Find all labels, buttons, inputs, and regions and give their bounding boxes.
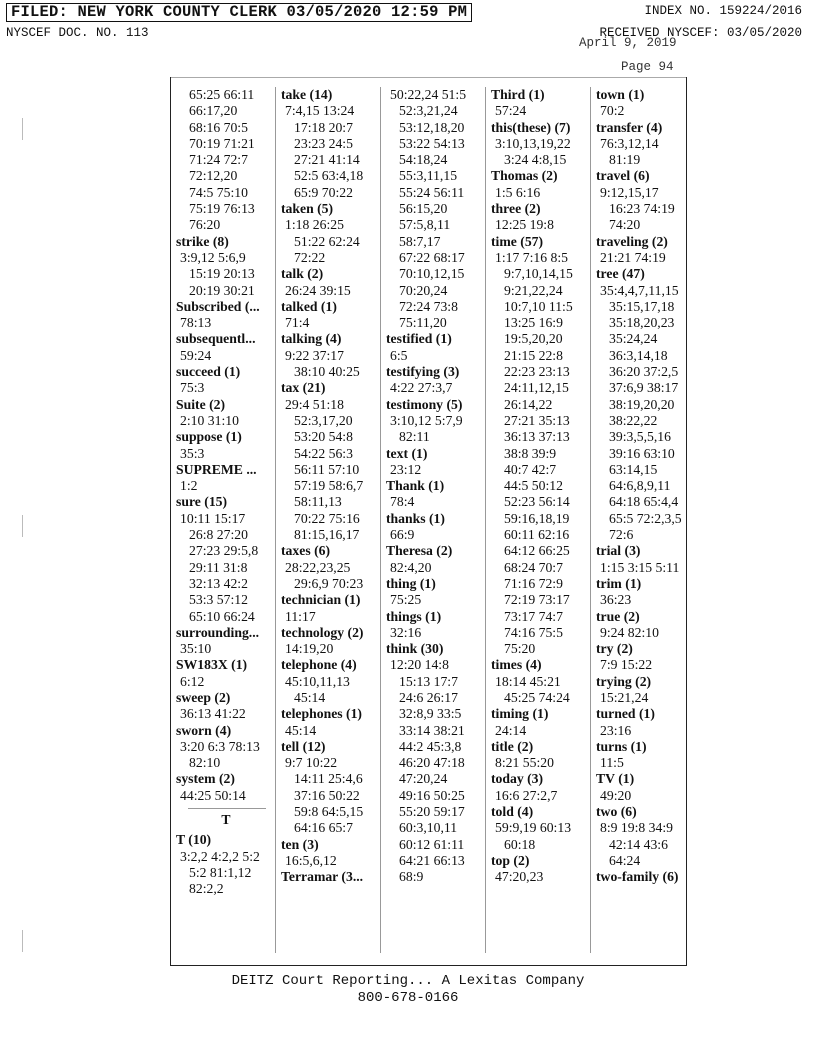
index-term: testifying (3) [386, 364, 460, 380]
page-line-reference: 29:11 31:8 [189, 559, 248, 575]
index-term: true (2) [596, 608, 640, 624]
page-line-reference: 3:2,2 4:2,2 5:2 [180, 848, 260, 864]
index-term: technician (1) [281, 592, 361, 608]
page-line-reference: 65:10 66:24 [189, 608, 255, 624]
index-term: think (30) [386, 641, 444, 657]
page-line-reference: 51:22 62:24 [294, 233, 360, 249]
page-line-reference: 52:3,21,24 [399, 103, 458, 119]
page-line-reference: 13:25 16:9 [504, 315, 563, 331]
index-term: transfer (4) [596, 119, 663, 135]
page-line-reference: 38:8 39:9 [504, 445, 557, 461]
page-line-reference: 1:17 7:16 8:5 [495, 249, 569, 265]
page-line-reference: 75:20 [504, 641, 536, 657]
index-term: times (4) [491, 657, 542, 673]
page-line-reference: 71:16 72:9 [504, 575, 563, 591]
index-term: strike (8) [176, 233, 229, 249]
page-line-reference: 3:10,13,19,22 [495, 135, 571, 151]
page-line-reference: 2:10 31:10 [180, 412, 239, 428]
index-term: today (3) [491, 771, 544, 787]
page-line-reference: 81:15,16,17 [294, 527, 360, 543]
page-line-reference: 9:22 37:17 [285, 347, 344, 363]
page-line-reference: 33:14 38:21 [399, 722, 465, 738]
page-line-reference: 53:20 54:8 [294, 429, 353, 445]
section-letter: T [176, 812, 276, 828]
index-term: Theresa (2) [386, 543, 453, 559]
index-term: told (4) [491, 804, 534, 820]
index-term: testimony (5) [386, 396, 463, 412]
index-term: surrounding... [176, 624, 260, 640]
page-line-reference: 78:4 [390, 494, 415, 510]
page-line-reference: 4:22 27:3,7 [390, 380, 453, 396]
page-line-reference: 36:13 37:13 [504, 429, 570, 445]
page-line-reference: 82:10 [189, 755, 221, 771]
page-line-reference: 46:20 47:18 [399, 755, 465, 771]
index-term: turns (1) [596, 738, 647, 754]
index-term: talked (1) [281, 298, 337, 314]
page-line-reference: 70:2 [600, 103, 625, 119]
page-line-reference: 63:14,15 [609, 461, 658, 477]
page-line-reference: 35:24,24 [609, 331, 658, 347]
page-line-reference: 60:18 [504, 836, 536, 852]
page-line-reference: 14:19,20 [285, 641, 334, 657]
page-line-reference: 68:9 [399, 869, 424, 885]
page-line-reference: 45:14 [294, 689, 326, 705]
page-line-reference: 64:21 66:13 [399, 852, 465, 868]
index-term: taxes (6) [281, 543, 331, 559]
page-line-reference: 70:19 71:21 [189, 135, 255, 151]
page-line-reference: 27:21 41:14 [294, 152, 360, 168]
page-line-reference: 15:13 17:7 [399, 673, 458, 689]
index-term: tax (21) [281, 380, 326, 396]
page-line-reference: 72:24 73:8 [399, 298, 458, 314]
page-line-reference: 82:2,2 [189, 881, 224, 897]
index-column-2 [281, 87, 381, 886]
page-line-reference: 52:23 56:14 [504, 494, 570, 510]
footer-company: DEITZ Court Reporting... A Lexitas Company [231, 973, 585, 989]
page-line-reference: 70:20,24 [399, 282, 448, 298]
page-line-reference: 70:10,12,15 [399, 266, 465, 282]
page-line-reference: 3:24 4:8,15 [504, 152, 567, 168]
index-number: INDEX NO. 159224/2016 [644, 4, 802, 18]
page-line-reference: 12:25 19:8 [495, 217, 554, 233]
page-line-reference: 66:9 [390, 527, 415, 543]
index-term: two (6) [596, 804, 637, 820]
page-line-reference: 53:3 57:12 [189, 592, 248, 608]
page-line-reference: 14:11 25:4,6 [294, 771, 363, 787]
nyscef-doc-number: NYSCEF DOC. NO. 113 [6, 26, 149, 40]
page-line-reference: 38:10 40:25 [294, 364, 360, 380]
index-term: text (1) [386, 445, 428, 461]
page-line-reference: 71:4 [285, 315, 310, 331]
page-line-reference: 53:12,18,20 [399, 119, 465, 135]
word-index-table [170, 77, 687, 966]
page-line-reference: 60:12 61:11 [399, 836, 465, 852]
page-line-reference: 32:8,9 33:5 [399, 706, 462, 722]
page-line-reference: 58:7,17 [399, 233, 441, 249]
page-line-reference: 68:16 70:5 [189, 119, 248, 135]
page-line-reference: 1:2 [180, 478, 198, 494]
index-term: Terramar (3... [281, 869, 364, 885]
page-line-reference: 75:19 76:13 [189, 201, 255, 217]
index-term: testified (1) [386, 331, 452, 347]
index-term: talking (4) [281, 331, 342, 347]
page-line-reference: 9:7 10:22 [285, 755, 338, 771]
index-term: succeed (1) [176, 364, 241, 380]
page-line-reference: 76:3,12,14 [600, 135, 659, 151]
page-line-reference: 49:16 50:25 [399, 787, 465, 803]
page-line-reference: 64:6,8,9,11 [609, 478, 671, 494]
index-term: trying (2) [596, 673, 652, 689]
page-line-reference: 53:22 54:13 [399, 135, 465, 151]
index-term: trial (3) [596, 543, 641, 559]
page-line-reference: 42:14 43:6 [609, 836, 668, 852]
page-line-reference: 36:20 37:2,5 [609, 364, 679, 380]
index-term: take (14) [281, 87, 333, 102]
index-term: this(these) (7) [491, 119, 571, 135]
page-line-reference: 35:10 [180, 641, 212, 657]
page-line-reference: 23:23 24:5 [294, 135, 353, 151]
page-line-reference: 68:24 70:7 [504, 559, 563, 575]
index-term: SUPREME ... [176, 461, 257, 477]
index-term: Third (1) [491, 87, 545, 102]
page-line-reference: 20:19 30:21 [189, 282, 255, 298]
index-term: travel (6) [596, 168, 650, 184]
index-term: sworn (4) [176, 722, 232, 738]
page-line-reference: 59:9,19 60:13 [495, 820, 572, 836]
page-line-reference: 56:15,20 [399, 201, 448, 217]
page-line-reference: 64:24 [609, 852, 641, 868]
page-line-reference: 64:18 65:4,4 [609, 494, 679, 510]
page-line-reference: 72:12,20 [189, 168, 238, 184]
page-line-reference: 16:6 27:2,7 [495, 787, 558, 803]
page-line-reference: 59:24 [180, 347, 212, 363]
index-term: SW183X (1) [176, 657, 248, 673]
page-line-reference: 65:25 66:11 [189, 87, 255, 102]
index-term: Thomas (2) [491, 168, 558, 184]
page-line-reference: 49:20 [600, 787, 632, 803]
page-line-reference: 3:10,12 5:7,9 [390, 412, 463, 428]
index-term: telephones (1) [281, 706, 362, 722]
index-term: ten (3) [281, 836, 319, 852]
deposition-date: April 9, 2019 [579, 36, 677, 50]
page-line-reference: 36:3,14,18 [609, 347, 668, 363]
page-line-reference: 47:20,23 [495, 869, 544, 885]
page-line-reference: 71:24 72:7 [189, 152, 248, 168]
index-column-1 [176, 87, 276, 898]
page-line-reference: 15:21,24 [600, 689, 649, 705]
index-term: Thank (1) [386, 478, 445, 494]
index-term: title (2) [491, 738, 534, 754]
page-line-reference: 29:4 51:18 [285, 396, 344, 412]
index-term: traveling (2) [596, 233, 668, 249]
page-line-reference: 16:23 74:19 [609, 201, 675, 217]
index-term: taken (5) [281, 201, 334, 217]
page-line-reference: 24:6 26:17 [399, 689, 458, 705]
page-line-reference: 65:9 70:22 [294, 184, 353, 200]
index-term: sweep (2) [176, 689, 231, 705]
page-line-reference: 52:5 63:4,18 [294, 168, 364, 184]
page-line-reference: 72:6 [609, 527, 634, 543]
page-line-reference: 8:9 19:8 34:9 [600, 820, 674, 836]
page-line-reference: 64:16 65:7 [294, 820, 353, 836]
page-line-reference: 9:12,15,17 [600, 184, 659, 200]
page-line-reference: 6:12 [180, 673, 205, 689]
page-line-reference: 35:4,4,7,11,15 [600, 282, 679, 298]
index-term: town (1) [596, 87, 645, 102]
page-line-reference: 1:15 3:15 5:11 [600, 559, 680, 575]
page-line-reference: 57:5,8,11 [399, 217, 451, 233]
page-line-reference: 23:16 [600, 722, 632, 738]
page-line-reference: 35:3 [180, 445, 205, 461]
page-line-reference: 82:11 [399, 429, 430, 445]
page-line-reference: 10:7,10 11:5 [504, 298, 573, 314]
page-line-reference: 50:22,24 51:5 [390, 87, 467, 102]
index-term: technology (2) [281, 624, 364, 640]
page-line-reference: 45:25 74:24 [504, 689, 570, 705]
page-line-reference: 59:16,18,19 [504, 510, 570, 526]
index-term: Subscribed (... [176, 298, 260, 314]
page-line-reference: 23:12 [390, 461, 422, 477]
page-line-reference: 9:7,10,14,15 [504, 266, 573, 282]
page-line-reference: 35:15,17,18 [609, 298, 675, 314]
page-line-reference: 3:9,12 5:6,9 [180, 249, 246, 265]
page-line-reference: 15:19 20:13 [189, 266, 255, 282]
page-line-reference: 38:19,20,20 [609, 396, 675, 412]
index-term: Suite (2) [176, 396, 226, 412]
page-line-reference: 66:17,20 [189, 103, 238, 119]
index-term: two-family (6) [596, 869, 679, 885]
index-term: suppose (1) [176, 429, 242, 445]
page-line-reference: 74:20 [609, 217, 641, 233]
page-line-reference: 18:14 45:21 [495, 673, 561, 689]
index-term: thing (1) [386, 575, 436, 591]
index-term: timing (1) [491, 706, 549, 722]
page-line-reference: 32:16 [390, 624, 422, 640]
page-line-reference: 29:6,9 70:23 [294, 575, 364, 591]
page-line-reference: 72:19 73:17 [504, 592, 570, 608]
page-line-reference: 74:16 75:5 [504, 624, 563, 640]
page-line-reference: 39:16 63:10 [609, 445, 675, 461]
page-line-reference: 59:8 64:5,15 [294, 804, 364, 820]
page-line-reference: 11:17 [285, 608, 316, 624]
page-line-reference: 75:3 [180, 380, 205, 396]
page-line-reference: 28:22,23,25 [285, 559, 351, 575]
index-term: sure (15) [176, 494, 228, 510]
index-column-5 [596, 87, 696, 886]
margin-mark [22, 118, 23, 140]
page-line-reference: 52:3,17,20 [294, 412, 353, 428]
page-line-reference: 39:3,5,5,16 [609, 429, 671, 445]
page-line-reference: 3:20 6:3 78:13 [180, 738, 260, 754]
page-line-reference: 40:7 42:7 [504, 461, 557, 477]
page-line-reference: 5:2 81:1,12 [189, 864, 252, 880]
footer-phone: 800-678-0166 [357, 990, 459, 1006]
page-line-reference: 55:3,11,15 [399, 168, 458, 184]
page-line-reference: 32:13 42:2 [189, 575, 248, 591]
page-line-reference: 54:22 56:3 [294, 445, 353, 461]
index-term: try (2) [596, 641, 633, 657]
index-term: telephone (4) [281, 657, 357, 673]
page-line-reference: 55:24 56:11 [399, 184, 465, 200]
filed-stamp: FILED: NEW YORK COUNTY CLERK 03/05/2020 12:59 PM [6, 3, 472, 22]
page-line-reference: 47:20,24 [399, 771, 448, 787]
page-line-reference: 54:18,24 [399, 152, 448, 168]
page-line-reference: 26:8 27:20 [189, 527, 248, 543]
index-term: time (57) [491, 233, 544, 249]
received-stamp: RECEIVED NYSCEF: 03/05/2020 [599, 26, 802, 40]
page-line-reference: 60:11 62:16 [504, 527, 570, 543]
page-line-reference: 27:21 35:13 [504, 412, 570, 428]
page-line-reference: 36:13 41:22 [180, 706, 246, 722]
index-term: TV (1) [596, 771, 635, 787]
page-line-reference: 65:5 72:2,3,5 [609, 510, 682, 526]
index-term: system (2) [176, 771, 235, 787]
page-line-reference: 7:9 15:22 [600, 657, 653, 673]
page-line-reference: 19:5,20,20 [504, 331, 563, 347]
page-line-reference: 81:19 [609, 152, 641, 168]
page-line-reference: 60:3,10,11 [399, 820, 458, 836]
page-line-reference: 44:25 50:14 [180, 787, 246, 803]
page-line-reference: 24:11,12,15 [504, 380, 569, 396]
page-line-reference: 21:15 22:8 [504, 347, 563, 363]
page-line-reference: 11:5 [600, 755, 624, 771]
margin-mark [22, 515, 23, 537]
page-line-reference: 36:23 [600, 592, 632, 608]
page-line-reference: 72:22 [294, 249, 326, 265]
page-line-reference: 16:5,6,12 [285, 852, 337, 868]
index-column-4 [491, 87, 591, 886]
index-term: tell (12) [281, 738, 326, 754]
index-term: turned (1) [596, 706, 655, 722]
page-line-reference: 6:5 [390, 347, 408, 363]
page-line-reference: 21:21 74:19 [600, 249, 666, 265]
page-line-reference: 22:23 23:13 [504, 364, 570, 380]
index-term: tree (47) [596, 266, 645, 282]
page-line-reference: 58:11,13 [294, 494, 342, 510]
page-line-reference: 78:13 [180, 315, 212, 331]
page-line-reference: 56:11 57:10 [294, 461, 360, 477]
index-column-3 [386, 87, 486, 886]
page-line-reference: 9:21,22,24 [504, 282, 563, 298]
page-line-reference: 10:11 15:17 [180, 510, 246, 526]
page-line-reference: 8:21 55:20 [495, 755, 554, 771]
page-line-reference: 26:24 39:15 [285, 282, 351, 298]
page-line-reference: 67:22 68:17 [399, 249, 465, 265]
index-term: thanks (1) [386, 510, 445, 526]
page-line-reference: 55:20 59:17 [399, 804, 465, 820]
page-line-reference: 37:6,9 38:17 [609, 380, 679, 396]
page-line-reference: 57:19 58:6,7 [294, 478, 364, 494]
page-line-reference: 26:14,22 [504, 396, 553, 412]
page-line-reference: 76:20 [189, 217, 221, 233]
page-line-reference: 44:2 45:3,8 [399, 738, 462, 754]
page-line-reference: 1:18 26:25 [285, 217, 344, 233]
page-line-reference: 57:24 [495, 103, 527, 119]
index-term: talk (2) [281, 266, 324, 282]
page-line-reference: 75:25 [390, 592, 422, 608]
index-term: three (2) [491, 201, 541, 217]
page-line-reference: 17:18 20:7 [294, 119, 353, 135]
index-term: top (2) [491, 852, 530, 868]
page-line-reference: 24:14 [495, 722, 527, 738]
page-line-reference: 70:22 75:16 [294, 510, 360, 526]
page-line-reference: 1:5 6:16 [495, 184, 541, 200]
page-line-reference: 9:24 82:10 [600, 624, 659, 640]
page-line-reference: 73:17 74:7 [504, 608, 563, 624]
margin-mark [22, 930, 23, 952]
index-term: things (1) [386, 608, 442, 624]
page-line-reference: 7:4,15 13:24 [285, 103, 355, 119]
page-line-reference: 45:14 [285, 722, 317, 738]
index-term: T (10) [176, 832, 212, 848]
index-term: subsequentl... [176, 331, 256, 347]
page-line-reference: 75:11,20 [399, 315, 447, 331]
page-line-reference: 82:4,20 [390, 559, 432, 575]
page-line-reference: 12:20 14:8 [390, 657, 449, 673]
page-line-reference: 64:12 66:25 [504, 543, 570, 559]
page-label: Page 94 [621, 60, 674, 74]
page-line-reference: 35:18,20,23 [609, 315, 675, 331]
page-line-reference: 37:16 50:22 [294, 787, 360, 803]
index-term: trim (1) [596, 575, 642, 591]
page-line-reference: 44:5 50:12 [504, 478, 563, 494]
page-line-reference: 45:10,11,13 [285, 673, 350, 689]
page-line-reference: 74:5 75:10 [189, 184, 248, 200]
page-line-reference: 38:22,22 [609, 412, 658, 428]
page-line-reference: 27:23 29:5,8 [189, 543, 259, 559]
